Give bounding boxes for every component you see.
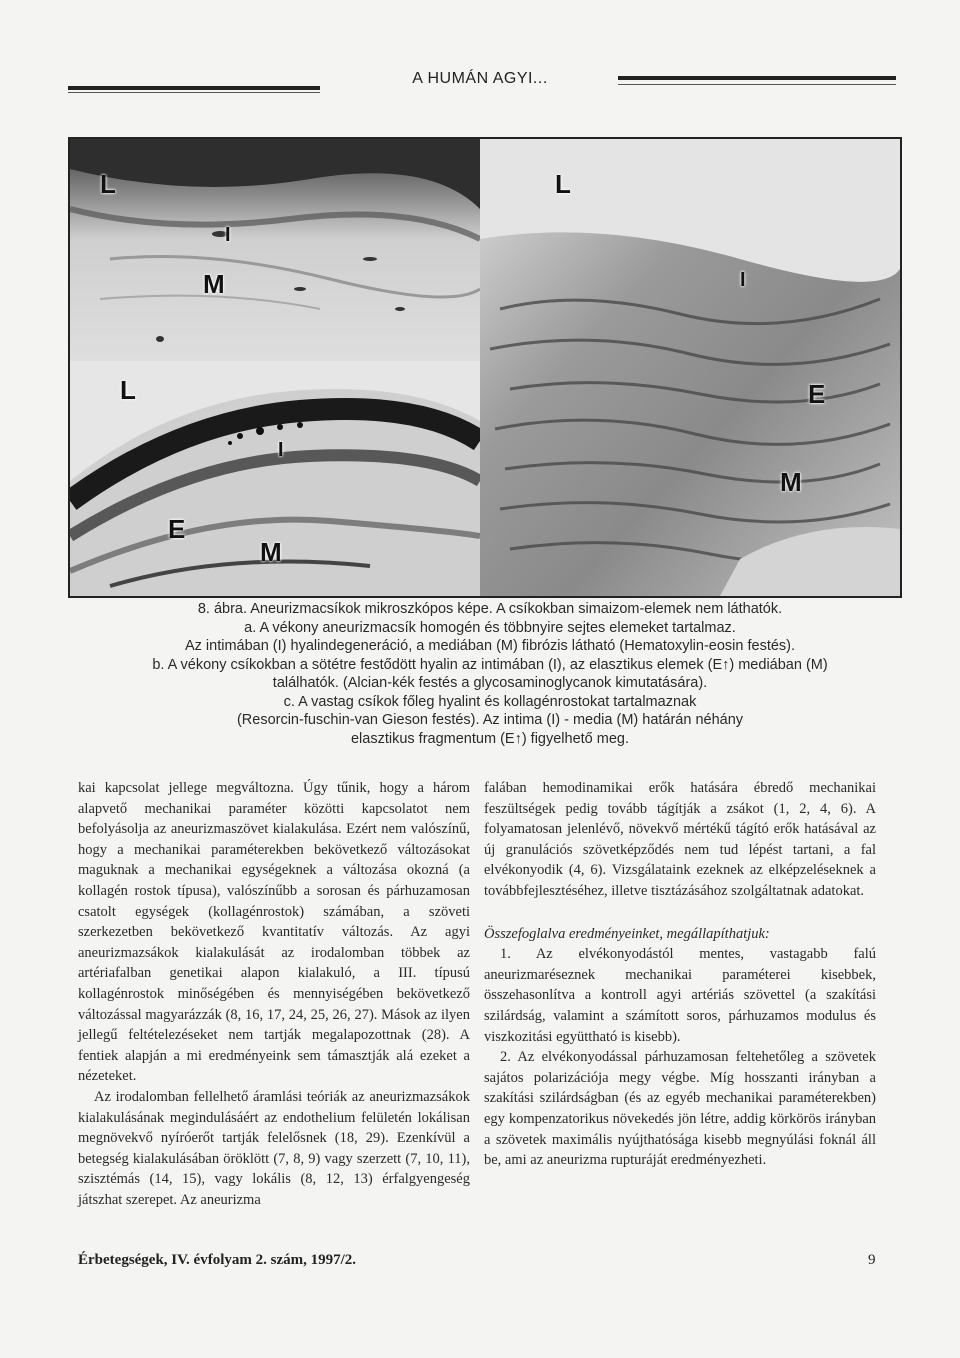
label-a-M: M	[203, 269, 225, 299]
figure-caption	[100, 600, 880, 748]
caption-line-4: b. A vékony csíkokban a sötétre festődött hyalin az intimában (I), az elasztikus elemek (E↑) mediában (M)	[152, 656, 828, 673]
caption-line-7: (Resorcin-fuschin-van Gieson festés). Az intima (I) - media (M) határán néhány	[236, 712, 744, 728]
label-b-L: L	[120, 375, 136, 405]
label-c-E: E	[808, 379, 826, 409]
caption-line-6: c. A vastag csíkok főleg hyalint és kollagénrostokat tartalmaznak	[283, 693, 697, 710]
caption-line-1: 8. ábra. Aneurizmacsíkok mikroszkópos képe. A csíkokban simaizom-elemek nem láthatók.	[197, 601, 783, 617]
body-column-left	[78, 778, 470, 1210]
summary-item-1: 1. Az elvékonyodástól mentes, vastagabb falú aneurizmaréseznek mechanikai paraméterei kisebbek, összehasonlítva a kontroll agyi artériás szövettel (a szakítási szilárdság, valamint a számított soros, párhuzamos modulus és viszkozitási együttható is kisebb).	[484, 946, 876, 1045]
label-c-L: L	[555, 169, 571, 199]
summary-subheading: Összefoglalva eredményeinket, megállapíthatjuk:	[484, 925, 770, 942]
page-number: 9	[868, 1252, 876, 1268]
left-paragraph-1: kai kapcsolat jellege megváltozna. Úgy tűnik, hogy a három alapvető mechanikai paraméter közötti kapcsolatot nem befolyásolja az aneurizmaszövet kialakulása. Ezért nem valószínű, hogy a mechanikai paraméterekben bekövetkező változásokat maguknak a mechanikai egységeknek a változása okozná (a kollagén rostok típusa), valószínűbb a sorosan és párhuzamosan csatolt egységek (kollagénrostok) számában, a szöveti szerkezetben bekövetkező kvantitatív változás. Az agyi aneurizmazsákok kialakulását az irodalomban többek az artériafalban genetikai alapon kialakuló, a III. típusú kollagénrostok minőségében és mennyiségében bekövetkező változással magyarázzák (8, 16, 17, 24, 25, 26, 27). Mások az ilyen jellegű feltételezéseket nem tartják megalapozottnak (28). A fentiek alapján a mi eredményeink sem támasztják alá ezeket a nézeteket.	[78, 780, 470, 1085]
left-paragraph-2: Az irodalomban fellelhető áramlási teóriák az aneurizmazsákok kialakulásának megindulásáért az endothelium felületén lokálisan megnövekvő nyíróerőt tartják felelősnek (18, 29). Ezenkívül a betegség kialakulásában öröklött (7, 8, 9) vagy szerzett (7, 10, 11), szisztémás (14, 15), vagy lokális (8, 12, 13) érfalgyengeség játszhat szerepet. Az aneurizma	[78, 1088, 470, 1208]
running-header: A HUMÁN AGYI...	[412, 70, 548, 87]
label-c-M: M	[780, 467, 802, 497]
label-c-I: I	[740, 269, 746, 291]
body-column-right	[484, 778, 876, 1171]
caption-line-3: Az intimában (I) hyalindegeneráció, a mediában (M) fibrózis látható (Hematoxylin-eosin festés).	[184, 638, 796, 654]
label-a-I: I	[225, 224, 231, 246]
label-b-M: M	[260, 537, 282, 567]
label-a-L: L	[100, 169, 116, 199]
caption-line-2: a. A vékony aneurizmacsík homogén és többnyire sejtes elemeket tartalmaz.	[244, 619, 736, 636]
panel-a	[70, 139, 480, 361]
label-b-I: I	[278, 439, 284, 461]
label-b-E: E	[168, 514, 186, 544]
panel-c	[480, 139, 900, 596]
micrograph-figure	[68, 137, 902, 598]
journal-footer: Érbetegségek, IV. évfolyam 2. szám, 1997/2.	[78, 1252, 357, 1268]
caption-line-5: találhatók. (Alcian-kék festés a glycosaminoglycanok kimutatására).	[272, 675, 708, 691]
header-rule-left-thin	[68, 92, 320, 93]
caption-line-8: elasztikus fragmentum (E↑) figyelhető meg.	[350, 730, 630, 747]
panel-c-image	[480, 139, 900, 596]
summary-item-2: 2. Az elvékonyodással párhuzamosan feltehetőleg a szövetek sajátos polarizációja megy végbe. Míg hosszanti irányban a szakítási szilárdságban (és az egyéb mechanikai paraméterekben) egy kompenzatorikus növekedés jön létre, addig körkörös irányban a szövetek maximális nyújthatósága kisebb megnyúlási foknál áll be, ami az aneurizma rupturáját eredményezheti.	[484, 1049, 876, 1169]
right-paragraph-1: falában hemodinamikai erők hatására ébredő mechanikai feszültségek pedig tovább tágítják a zsákot (1, 2, 4, 6). A folyamatosan jelenlévő, növekvő mértékű tágító erők hatásával az új granulációs szövetképződés nem tud lépést tartani, a fal elvékonyodik (4, 6). Vizsgálataink ezeknek az elképzeléseknek a továbbfejlesztéséhez, illetve tisztázásához szolgáltatnak adatokat.	[484, 780, 876, 899]
panel-a-image	[70, 139, 480, 361]
